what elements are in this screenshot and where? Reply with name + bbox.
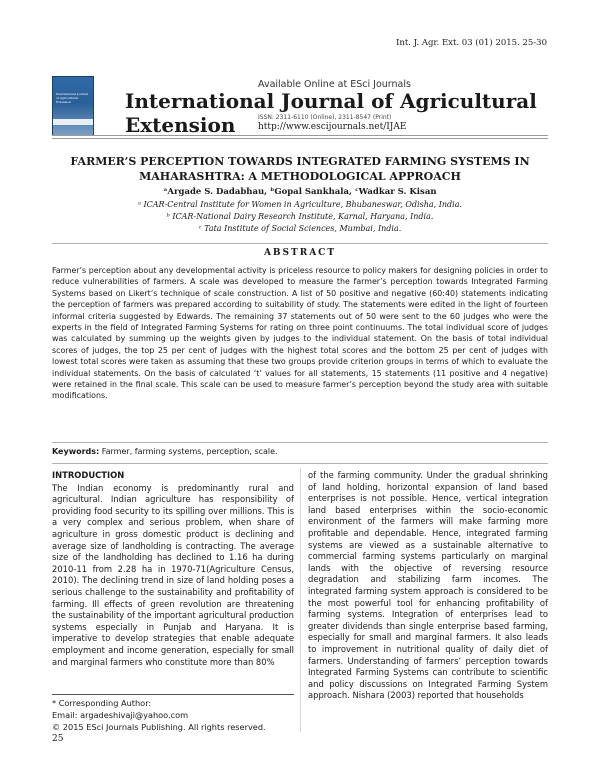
page-number: 25	[52, 734, 64, 744]
citation: Int. J. Agr. Ext. 03 (01) 2015. 25-30	[396, 38, 547, 48]
footnote	[52, 697, 294, 733]
header-rule-2	[52, 138, 548, 139]
right-column: of the farming community. Under the gradual shrinking of land holding, horizontal expansion of land based enterprises is not possible. Hence, vertical integration land based enterprises within the socio-economic environment of the farmers will make farming more profitable and dependable. Hence, integrated farming systems are viewed as a sustainable alternative to commercial farming systems particularly on marginal lands with the objective of reversing resource degradation and stabilizing farm incomes. The integrated farming system approach is considered to be the most powerful tool for enhancing profitability of farming systems. Integration of enterprises lead to greater dividends than single enterprise based farming, especially for small and marginal farmers. It also leads to improvement in nutritional quality of daily diet of farmers. Understanding of farmers’ perception towards Integrated Farming Systems can contribute to scientific and policy discussions on Integrated Farming System approach. Nishara (2003) reported that households	[308, 470, 548, 701]
journal-title: International Journal of Agricultural Extension	[125, 89, 537, 137]
cover-band	[53, 119, 93, 125]
introduction-left-text: The Indian economy is predominantly rural and agricultural. Indian agriculture has responsibility of providing food security to its spilling over millions. This is a very complex and serious problem, when share of agriculture in gross domestic product is declining and average size of landholding is contracting. The average size of the landholding has declined to 1.16 ha during 2010-11 from 2.28 ha in 1970-71(Agriculture Census, 2010). The declining trend in size of land holding poses a serious challenge to the sustainability and profitability of farming. Ill effects of green revolution are threatening the sustainability of the important agricultural production systems especially in Punjab and Haryana. It is imperative to develop strategies that enable adequate employment and income generation, especially for small and marginal farmers who constitute more than 80%	[52, 482, 294, 667]
header-rule	[52, 135, 548, 136]
copyright: © 2015 ESci Journals Publishing. All rights reserved.	[52, 722, 266, 732]
abstract-text: Farmer’s perception about any developmental activity is priceless resource to policy makers for designing policies in order to reduce vulnerabilities of farmers. A scale was developed to measure the farmer’s perception towards Integrated Farming Systems based on Likert’s technique of scale construction. A list of 50 positive and negative (60:40) statements indicating the perception of farmers was prepared according to suitability of study. The statements were edited in the light of fourteen informal criteria suggested by Edwards. The remaining 37 statements out of 50 were sent to the 60 judges who were the experts in the field of Integrated Farming Systems for rating on three point continuums. The total individual score of judges was calculated by summing up the weights given by judges to the individual statement. On the basis of total individual scores of judges, the top 25 per cent of judges with the highest total scores and the bottom 25 per cent of judges with lowest total scores were taken as assuming that these two groups provide criterion groups in terms of which to evaluate the individual statements. On the basis of calculated ‘t’ values for all statements, 15 statements (11 positive and 4 negative) were retained in the final scale. This scale can be used to measure farmer’s perception beyond the study area with suitable modifications.	[52, 266, 548, 401]
keywords	[52, 447, 548, 456]
affiliation-a: ᵃ ICAR-Central Institute for Women in Agriculture, Bhubaneswar, Odisha, India.	[137, 200, 463, 209]
keywords-label: Keywords:	[52, 447, 100, 456]
column-divider	[300, 468, 301, 732]
keywords-list: Farmer, farming systems, perception, scale.	[101, 447, 278, 456]
journal-url[interactable]: http://www.escijournals.net/IJAE	[258, 122, 407, 132]
affiliation-c: ᶜ Tata Institute of Social Sciences, Mumbai, India.	[198, 224, 402, 233]
abstract-heading: ABSTRACT	[263, 248, 337, 258]
cover-label: International Journal of Agricultural Extension	[56, 92, 88, 104]
footnote-rule	[52, 694, 294, 695]
authors: ᵃArgade S. Dadabhau, ᵇGopal Sankhala, ᶜWadkar S. Kisan	[163, 187, 437, 197]
keywords-rule	[52, 463, 548, 464]
author-email[interactable]: Email: argadeshivaji@yahoo.com	[52, 710, 189, 720]
introduction-heading: INTRODUCTION	[52, 470, 125, 480]
journal-cover	[52, 76, 94, 136]
issn: ISSN: 2311-6110 (Online), 2311-8547 (Print)	[258, 114, 392, 121]
left-column	[52, 470, 294, 668]
article-title: FARMER’S PERCEPTION TOWARDS INTEGRATED FARMING SYSTEMS IN MAHARASHTRA: A METHODOLOGICAL APPROACH	[70, 155, 530, 183]
affiliation-b: ᵇ ICAR-National Dairy Research Institute, Karnal, Haryana, India.	[166, 212, 434, 221]
corresponding-author: * Corresponding Author:	[52, 698, 152, 708]
abstract-rule-top	[52, 243, 548, 244]
abstract-rule-bottom	[52, 442, 548, 443]
availability-note: Available Online at ESci Journals	[258, 79, 411, 90]
